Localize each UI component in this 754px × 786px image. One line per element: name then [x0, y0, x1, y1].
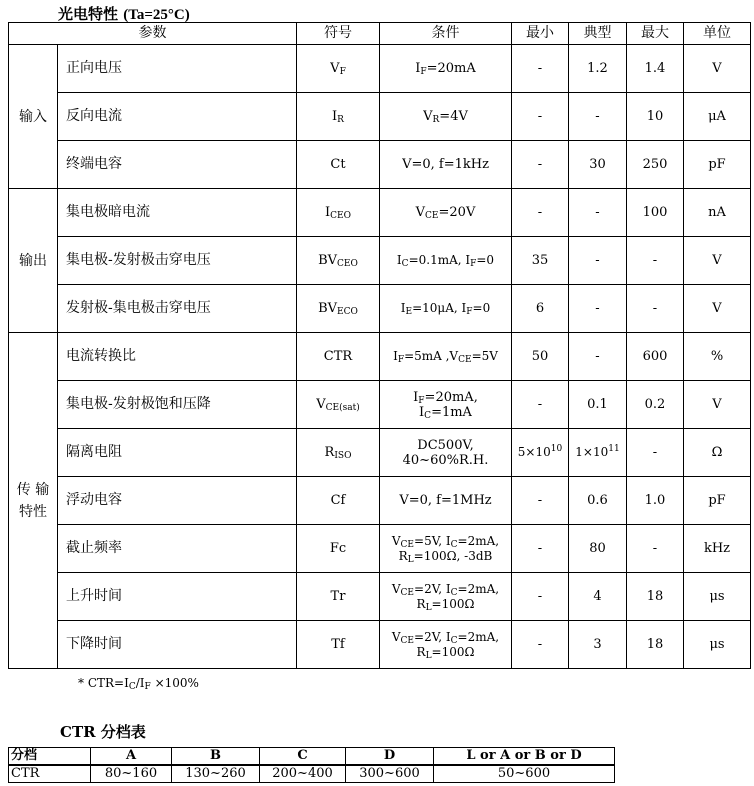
condition-cell: V=0, f=1MHz: [380, 477, 512, 525]
min-cell: 50: [512, 333, 569, 381]
param-name: 反向电流: [58, 93, 297, 141]
ctr-rank-table: [8, 747, 615, 783]
group-output: 输出: [9, 189, 58, 333]
ctr-header-cell: B: [172, 748, 260, 766]
condition-cell: $V_R=4V$: [380, 93, 512, 141]
unit-cell: %: [684, 333, 751, 381]
min-cell: -: [512, 621, 569, 669]
table-row: [9, 381, 751, 429]
unit-cell: V: [684, 381, 751, 429]
table-row: [9, 237, 751, 285]
max-cell: 10: [627, 93, 684, 141]
ctr-header-cell: A: [91, 748, 172, 766]
symbol-cell: CTR: [297, 333, 380, 381]
param-name: 正向电压: [58, 45, 297, 93]
table-row: [9, 429, 751, 477]
table-row: [9, 333, 751, 381]
param-name: 发射极-集电极击穿电压: [58, 285, 297, 333]
max-cell: -: [627, 285, 684, 333]
param-name: 电流转换比: [58, 333, 297, 381]
condition-cell: $I_E=10\mu A$, $I_F=0$: [380, 285, 512, 333]
table-row: [9, 189, 751, 237]
ctr-header-row: [9, 748, 615, 766]
max-cell: -: [627, 525, 684, 573]
min-cell: 35: [512, 237, 569, 285]
ctr-header-cell: 分档: [9, 748, 91, 766]
typ-cell: 0.6: [569, 477, 627, 525]
typ-cell: 80: [569, 525, 627, 573]
param-name: 终端电容: [58, 141, 297, 189]
unit-cell: μA: [684, 93, 751, 141]
max-cell: -: [627, 429, 684, 477]
min-cell: $5\times 10^{10}$: [512, 429, 569, 477]
param-name: 集电极暗电流: [58, 189, 297, 237]
ctr-value-cell: 80~160: [91, 765, 172, 783]
table-row: [9, 93, 751, 141]
condition-cell: $I_C=0.1mA$, $I_F=0$: [380, 237, 512, 285]
group-input: 输入: [9, 45, 58, 189]
condition-cell: V=0, f=1kHz: [380, 141, 512, 189]
symbol-cell: Fc: [297, 525, 380, 573]
table-row: [9, 141, 751, 189]
header-max: 最大: [627, 23, 684, 45]
max-cell: 1.4: [627, 45, 684, 93]
header-min: 最小: [512, 23, 569, 45]
min-cell: -: [512, 93, 569, 141]
symbol-cell: $I_R$: [297, 93, 380, 141]
unit-cell: μs: [684, 573, 751, 621]
header-param: 参数: [9, 23, 297, 45]
symbol-cell: $I_{CEO}$: [297, 189, 380, 237]
min-cell: -: [512, 45, 569, 93]
table-row: [9, 477, 751, 525]
symbol-cell: Tf: [297, 621, 380, 669]
typ-cell: 4: [569, 573, 627, 621]
ctr-value-cell: CTR: [9, 765, 91, 783]
condition-cell: $V_{CE}=2V$, $I_C=2mA$, $R_L=100\Omega$: [380, 621, 512, 669]
group-transfer: 传 输 特性: [9, 333, 58, 669]
param-name: 上升时间: [58, 573, 297, 621]
unit-cell: Ω: [684, 429, 751, 477]
ctr-value-cell: 300~600: [346, 765, 434, 783]
typ-cell: -: [569, 93, 627, 141]
typ-cell: $1\times 10^{11}$: [569, 429, 627, 477]
typ-cell: 30: [569, 141, 627, 189]
min-cell: -: [512, 189, 569, 237]
table-row: [9, 285, 751, 333]
condition-cell: $I_F=5mA$ $,V_{CE}=5V$: [380, 333, 512, 381]
param-name: 浮动电容: [58, 477, 297, 525]
ctr-header-cell: C: [260, 748, 346, 766]
symbol-cell: $BV_{ECO}$: [297, 285, 380, 333]
condition-cell: $I_F=20mA$: [380, 45, 512, 93]
table-header-row: [9, 23, 751, 45]
unit-cell: V: [684, 45, 751, 93]
unit-cell: pF: [684, 141, 751, 189]
condition-cell: $I_F=20mA$, $I_C=1mA$: [380, 381, 512, 429]
ctr-footnote: * $CTR=I_C/I_F \times 100\%$: [78, 676, 199, 692]
header-condition: 条件: [380, 23, 512, 45]
typ-cell: 1.2: [569, 45, 627, 93]
unit-cell: pF: [684, 477, 751, 525]
condition-cell: $V_{CE}=20V$: [380, 189, 512, 237]
max-cell: 250: [627, 141, 684, 189]
table-row: [9, 525, 751, 573]
symbol-cell: Cf: [297, 477, 380, 525]
typ-cell: -: [569, 189, 627, 237]
max-cell: 18: [627, 573, 684, 621]
ctr-header-cell: L or A or B or D: [434, 748, 615, 766]
min-cell: 6: [512, 285, 569, 333]
unit-cell: nA: [684, 189, 751, 237]
ctr-value-row: [9, 765, 615, 783]
param-name: 隔离电阻: [58, 429, 297, 477]
section-title: [58, 3, 190, 24]
param-name: 截止频率: [58, 525, 297, 573]
condition-cell: DC500V, 40~60%R.H.: [380, 429, 512, 477]
max-cell: 1.0: [627, 477, 684, 525]
unit-cell: V: [684, 237, 751, 285]
min-cell: -: [512, 477, 569, 525]
header-typ: 典型: [569, 23, 627, 45]
ctr-value-cell: 200~400: [260, 765, 346, 783]
min-cell: -: [512, 573, 569, 621]
max-cell: 100: [627, 189, 684, 237]
section-title-condition: (Ta=25°C): [123, 7, 190, 23]
min-cell: -: [512, 141, 569, 189]
param-name: 集电极-发射极击穿电压: [58, 237, 297, 285]
symbol-cell: $R_{ISO}$: [297, 429, 380, 477]
symbol-cell: Ct: [297, 141, 380, 189]
min-cell: -: [512, 381, 569, 429]
typ-cell: -: [569, 237, 627, 285]
ctr-value-cell: 50~600: [434, 765, 615, 783]
table-row: [9, 621, 751, 669]
header-symbol: 符号: [297, 23, 380, 45]
unit-cell: μs: [684, 621, 751, 669]
symbol-cell: Tr: [297, 573, 380, 621]
condition-cell: $V_{CE}=5V$, $I_C=2mA$, $R_L=100\Omega$, -3dB: [380, 525, 512, 573]
typ-cell: -: [569, 285, 627, 333]
ctr-value-cell: 130~260: [172, 765, 260, 783]
param-name: 集电极-发射极饱和压降: [58, 381, 297, 429]
symbol-cell: $V_F$: [297, 45, 380, 93]
max-cell: 0.2: [627, 381, 684, 429]
max-cell: 600: [627, 333, 684, 381]
typ-cell: 3: [569, 621, 627, 669]
max-cell: 18: [627, 621, 684, 669]
section-title-text: 光电特性: [58, 5, 119, 23]
symbol-cell: $V_{CE(sat)}$: [297, 381, 380, 429]
condition-cell: $V_{CE}=2V$, $I_C=2mA$, $R_L=100\Omega$: [380, 573, 512, 621]
typ-cell: -: [569, 333, 627, 381]
param-name: 下降时间: [58, 621, 297, 669]
electro-optical-table: [8, 22, 751, 669]
unit-cell: kHz: [684, 525, 751, 573]
unit-cell: V: [684, 285, 751, 333]
ctr-header-cell: D: [346, 748, 434, 766]
table-row: [9, 45, 751, 93]
ctr-table-title: CTR 分档表: [60, 723, 146, 741]
header-unit: 单位: [684, 23, 751, 45]
max-cell: -: [627, 237, 684, 285]
min-cell: -: [512, 525, 569, 573]
typ-cell: 0.1: [569, 381, 627, 429]
symbol-cell: $BV_{CEO}$: [297, 237, 380, 285]
table-row: [9, 573, 751, 621]
